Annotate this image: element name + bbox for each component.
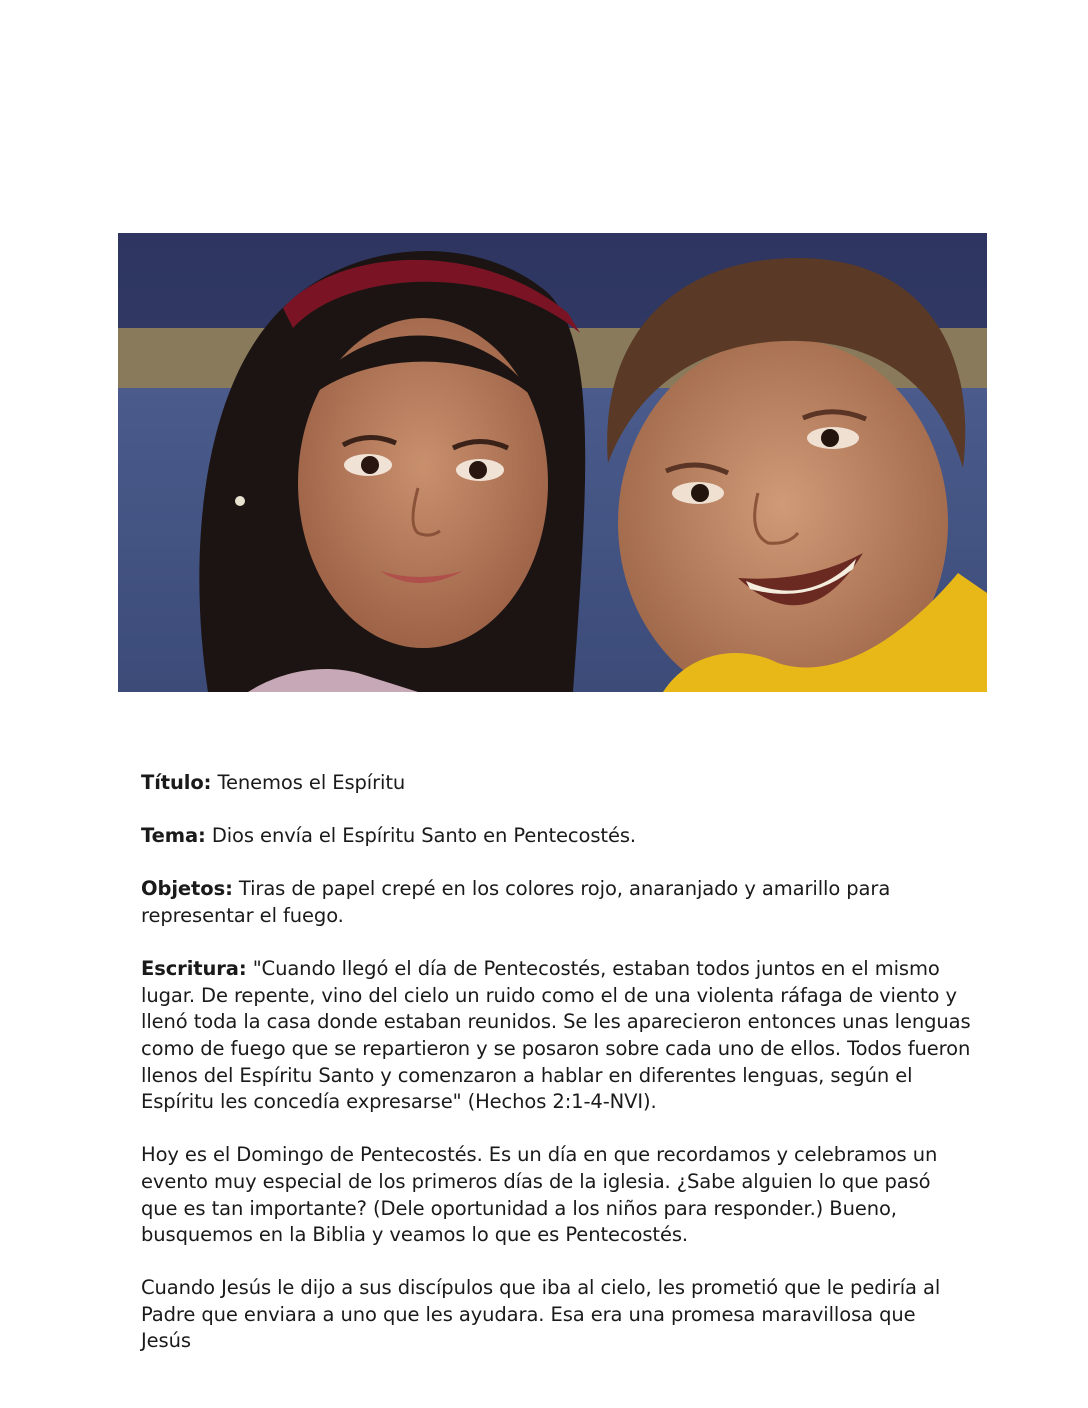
scripture-label: Escritura: — [141, 957, 247, 981]
theme-value: Dios envía el Espíritu Santo en Pentecostés. — [211, 824, 637, 848]
photo-illustration — [118, 233, 987, 692]
theme-label: Tema: — [141, 824, 206, 848]
objects-line — [141, 876, 971, 929]
paragraph-1: Hoy es el Domingo de Pentecostés. Es un día en que recordamos y celebramos un evento muy especial de los primeros días de la iglesia. ¿Sabe alguien lo que pasó que es tan importante? (Dele oportunidad a los niños para responder.) Bueno, busquemos en la Biblia y veamos lo que es Pentecostés. — [141, 1143, 938, 1247]
objects-value: Tiras de papel crepé en los colores rojo, anaranjado y amarillo para representar el fuego. — [141, 877, 891, 927]
objects-label: Objetos: — [141, 877, 233, 901]
theme-line — [141, 823, 971, 850]
title-line — [141, 770, 971, 797]
children-photo — [118, 233, 987, 692]
title-value: Tenemos el Espíritu — [217, 771, 406, 794]
scripture-value: "Cuando llegó el día de Pentecostés, estaban todos juntos en el mismo lugar. De repente, vino del cielo un ruido como el de una violenta ráfaga de viento y llenó toda la casa donde estaban reunidos. Se les aparecieron entonces unas lenguas como de fuego que se repartieron y se posaron sobre cada uno de ellos. Todos fueron llenos del Espíritu Santo y comenzaron a hablar en diferentes lenguas, según el Espíritu les concedía expresarse" (Hechos 2:1-4-NVI). — [141, 957, 971, 1114]
scripture-line — [141, 956, 971, 1116]
title-label: Título: — [141, 771, 212, 794]
paragraph-2: Cuando Jesús le dijo a sus discípulos que iba al cielo, les prometió que le pediría al Padre que enviara a uno que les ayudara. Esa era una promesa maravillosa que Jesús — [141, 1276, 941, 1353]
lesson-content — [141, 770, 971, 1382]
